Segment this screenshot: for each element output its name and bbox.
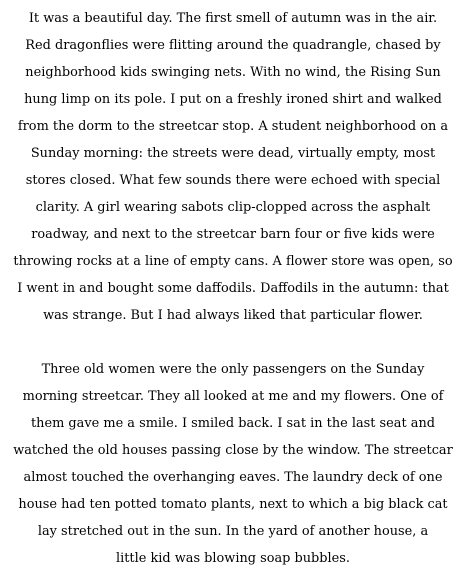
text-line: It was a beautiful day. The first smell of autumn was in the air. (28, 11, 438, 26)
text-line: I went in and bought some daffodils. Daffodils in the autumn: that (17, 281, 449, 296)
text-line: from the dorm to the streetcar stop. A student neighborhood on a (17, 119, 449, 134)
text-line: neighborhood kids swinging nets. With no wind, the Rising Sun (25, 65, 441, 80)
text-line: clarity. A girl wearing sabots clip-clopped across the asphalt (35, 200, 431, 215)
text-line: them gave me a smile. I smiled back. I sat in the last seat and (30, 416, 436, 431)
text-line: Sunday morning: the streets were dead, virtually empty, most (30, 146, 436, 161)
text-line: morning streetcar. They all looked at me and my flowers. One of (22, 389, 444, 404)
text-line: little kid was blowing soap bubbles. (115, 551, 351, 566)
text-line: almost touched the overhanging eaves. The laundry deck of one (23, 470, 443, 485)
text-line: watched the old houses passing close by the window. The streetcar (13, 443, 453, 458)
text-line: Three old women were the only passengers on the Sunday (41, 362, 425, 377)
text-line: house had ten potted tomato plants, next to which a big black cat (18, 497, 448, 512)
paragraph-1 (0, 5, 466, 329)
text-line: stores closed. What few sounds there were echoed with special (25, 173, 441, 188)
text-line: roadway, and next to the streetcar barn four or five kids were (31, 227, 435, 242)
text-line: hung limp on its pole. I put on a freshly ironed shirt and walked (24, 92, 442, 107)
text-line: Red dragonflies were flitting around the quadrangle, chased by (25, 38, 441, 53)
text-line: lay stretched out in the sun. In the yard of another house, a (37, 524, 429, 539)
text-line: throwing rocks at a line of empty cans. A flower store was open, so (13, 254, 453, 269)
text-line: was strange. But I had always liked that particular flower. (43, 308, 423, 323)
